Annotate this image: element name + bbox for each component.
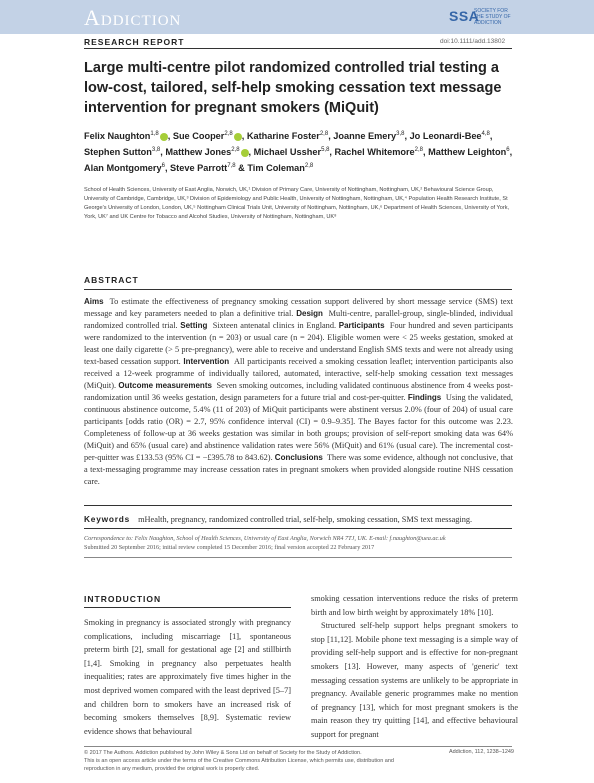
intro-paragraph: Structured self-help support helps pregnant smokers to stop [11,12]. Mobile phone text messaging is a simple way of providing self-help support and is effective for non-pregnant smokers [13]. However, many aspects of 'generic' text messaging cessation systems are unlikely to be appropriate in pregnancy. Available generic programmes make no mention of pregnancy [13], which for most pregnant smokers is the main reason they try quitting [14], and effective behavioural support for pregnant	[311, 621, 518, 739]
divider	[84, 746, 512, 747]
orcid-icon[interactable]	[160, 133, 168, 141]
ssa-logo: SSA	[449, 8, 480, 24]
author-name[interactable]: Katharine Foster	[246, 131, 320, 142]
aims-label: Aims	[84, 297, 104, 306]
author-name[interactable]: Steve Parrott	[170, 163, 228, 174]
keywords	[84, 514, 513, 524]
findings-label: Findings	[407, 393, 442, 402]
affiliations: School of Health Sciences, University of East Anglia, Norwich, UK,¹ Division of Primary Care, University of Nottingham, Nottingham, UK,² Behavioural Science Group, University of Cambridge, Cambridge, UK,³ Division of Epidemiology and Public Health, University of Nottingham, Nottingham, UK,⁴ Population Health Research Institute, St George's University of London, London, UK,⁵ Nottingham Clinical Trials Unit, University of Nottingham, Nottingham, UK,⁶ Department of Health Sciences, University of York, York, UK⁷ and UK Centre for Tobacco and Alcohol Studies, University of Nottingham, Nottingham, UK⁸	[84, 187, 510, 220]
doi[interactable]: doi:10.1111/add.13802	[440, 38, 506, 45]
author-affiliation-marker: 6	[161, 163, 165, 170]
author-affiliation-marker: 2,8	[224, 131, 233, 137]
divider	[84, 48, 512, 49]
correspondence	[84, 534, 513, 552]
author-name[interactable]: Jo Leonardi-Bee	[409, 131, 482, 142]
intro-column-left	[84, 616, 291, 738]
author-affiliation-marker: 7,8	[227, 163, 236, 170]
design-text: Multi-centre, parallel-group, single-blinded, individual randomized controlled trial.	[84, 309, 514, 330]
author-name[interactable]: Michael Ussher	[253, 147, 322, 158]
outcome-label: Outcome measurements	[118, 381, 212, 390]
author-name[interactable]: Matthew Jones	[165, 147, 232, 158]
author-name[interactable]: Matthew Leighton	[428, 147, 507, 158]
divider	[84, 505, 512, 506]
abstract-body	[84, 296, 513, 488]
intro-column-right	[311, 592, 518, 742]
setting-text: Sixteen antenatal clinics in England.	[212, 321, 337, 330]
abstract-heading: ABSTRACT	[84, 275, 139, 285]
orcid-icon[interactable]	[241, 149, 249, 157]
introduction-heading: INTRODUCTION	[84, 594, 162, 604]
author-affiliation-marker: 2,8	[319, 131, 329, 137]
setting-label: Setting	[180, 321, 208, 330]
author-affiliation-marker: 2,8	[304, 163, 314, 170]
submission-dates: Submitted 20 September 2016; initial review completed 15 December 2016; final version accepted 22 February 2017	[84, 544, 375, 551]
copyright: © 2017 The Authors. Addiction published by John Wiley & Sons Ltd on behalf of Society for the Study of Addiction.	[84, 750, 362, 756]
correspondence-address: Correspondence to: Felix Naughton, School of Health Sciences, University of East Anglia, Norwich NR4 7TJ, UK. E-mail: f.naughton@uea.ac.uk	[84, 535, 446, 542]
citation: Addiction, 112, 1238–1249	[448, 749, 514, 755]
report-type: RESEARCH REPORT	[84, 37, 185, 47]
footer-license	[84, 749, 414, 773]
intervention-label: Intervention	[183, 357, 230, 366]
intro-paragraph: smoking cessation interventions reduce the risks of preterm birth and low birth weight by approximately 18% [10].	[311, 594, 518, 617]
participants-text: Four hundred and seven participants were randomized to the intervention (n = 203) or usual care (n = 204). Eligible women were < 25 weeks gestation, smoked at least one daily cigarette (> 5 pre-pregnancy), were able to receive and understand English SMS texts and were not already using text-based cessation support.	[84, 321, 513, 366]
author-affiliation-marker: 3,8	[151, 147, 161, 154]
intervention-text: All participants received a smoking cessation leaflet; intervention participants also received a 12-week programme of individually tailored, automated, interactive, self-help smoking cessation text messages (MiQuit).	[84, 357, 513, 390]
divider	[84, 607, 291, 608]
journal-masthead	[0, 0, 594, 34]
outcome-text: Seven smoking outcomes, including validated continuous abstinence from 4 weeks post-randomization until 36 weeks gestation, design parameters for a future trial and cost-per-quitter.	[84, 381, 513, 402]
author-affiliation-marker: 4,8	[481, 131, 490, 137]
author-name[interactable]: Stephen Sutton	[84, 147, 152, 158]
author-affiliation-marker: 6	[506, 147, 510, 154]
author-name[interactable]: Felix Naughton	[84, 131, 151, 142]
author-name[interactable]: Rachel Whitemore	[334, 147, 415, 158]
divider	[84, 528, 512, 529]
author-affiliation-marker: 3,8	[396, 131, 405, 137]
author-name[interactable]: Alan Montgomery	[84, 163, 162, 174]
ssa-logo-text: SOCIETY FOR THE STUDY OF ADDICTION	[474, 8, 511, 26]
author-affiliation-marker: 2,8	[414, 147, 424, 154]
intro-paragraph: Smoking in pregnancy is associated strongly with pregnancy complications, including miscarriage [1], spontaneous preterm birth [2], small for gestational age [2] and stillbirth [1,4]. Smoking in pregnancy also perpetuates health inequalities; rates are approximately five times higher in the most deprived women compared with the least deprived [5–7] and children born to smokers have an increased risk of becoming smokers themselves [8,9]. Systematic review evidence shows that behavioural	[84, 618, 291, 736]
participants-label: Participants	[338, 321, 385, 330]
divider	[84, 557, 512, 558]
license-text: This is an open access article under the terms of the Creative Commons Attribution License, which permits use, distribution and reproduction in any medium, provided the original work is properly cited.	[84, 758, 394, 772]
design-label: Design	[296, 309, 323, 318]
aims-text: To estimate the effectiveness of pregnancy smoking cessation support delivered by short message service (SMS) text message and key parameters needed to plan a definitive trial.	[84, 297, 514, 318]
divider	[84, 289, 512, 290]
author-affiliation-marker: 2,8	[231, 147, 240, 154]
keywords-label: Keywords	[84, 514, 131, 524]
article-title: Large multi-centre pilot randomized controlled trial testing a low-cost, tailored, self-help smoking cessation text message intervention for pregnant smokers (MiQuit)	[84, 60, 502, 116]
keywords-text: mHealth, pregnancy, randomized controlled trial, self-help, smoking cessation, SMS text messaging.	[138, 515, 473, 524]
author-affiliation-marker: 5,8	[321, 147, 330, 154]
author-list: Felix Naughton$^{1,8}$ , Sue Cooper$^{2,8}$ , Katharine Foster$^{2,8}$, Joanne Emery$^{3,8}$, Jo Leonardi-Bee$^{4,8}$, Stephen Sutton$^{3,8}$, Matthew Jones$^{2,8}$ , Michael Ussher$^{5,8}$, Rachel Whitemore$^{2,8}$, Matthew Leighton$^6$, Alan Montgomery$^6$, Steve Parrott$^{7,8}$ & Tim Coleman$^{2,8}$	[84, 131, 513, 174]
author-name[interactable]: Joanne Emery	[333, 131, 397, 142]
author-name[interactable]: Sue Cooper	[172, 131, 225, 142]
orcid-icon[interactable]	[234, 133, 242, 141]
author-name[interactable]: Tim Coleman	[247, 163, 305, 174]
conclusions-text: There was some evidence, although not conclusive, that a text-messaging programme may increase cessation rates in pregnant smokers when provided alongside routine NHS cessation care.	[84, 453, 514, 486]
author-affiliation-marker: 1,8	[150, 131, 159, 137]
journal-name: Addiction	[84, 5, 182, 30]
findings-text: Using the validated, continuous abstinence outcome, 5.4% (11 of 203) of MiQuit participants were abstinent versus 2.0% (four of 204) of usual care participants [odds ratio (OR) = 2.7, 95% confidence interval (CI) = 0.9–9.35]. The Bayes factor for this outcome was 2.23. Completeness of follow-up at 36 weeks gestation was similar in both groups; provision of self-report smoking data was 64% (MiQuit) and 65% (usual care) and abstinence validation rates were 56% (MiQuit) and 61% (usual care). The incremental cost-per-quitter was £133.53 (95% CI = −£395.78 to 843.62).	[84, 393, 514, 462]
conclusions-label: Conclusions	[274, 453, 323, 462]
